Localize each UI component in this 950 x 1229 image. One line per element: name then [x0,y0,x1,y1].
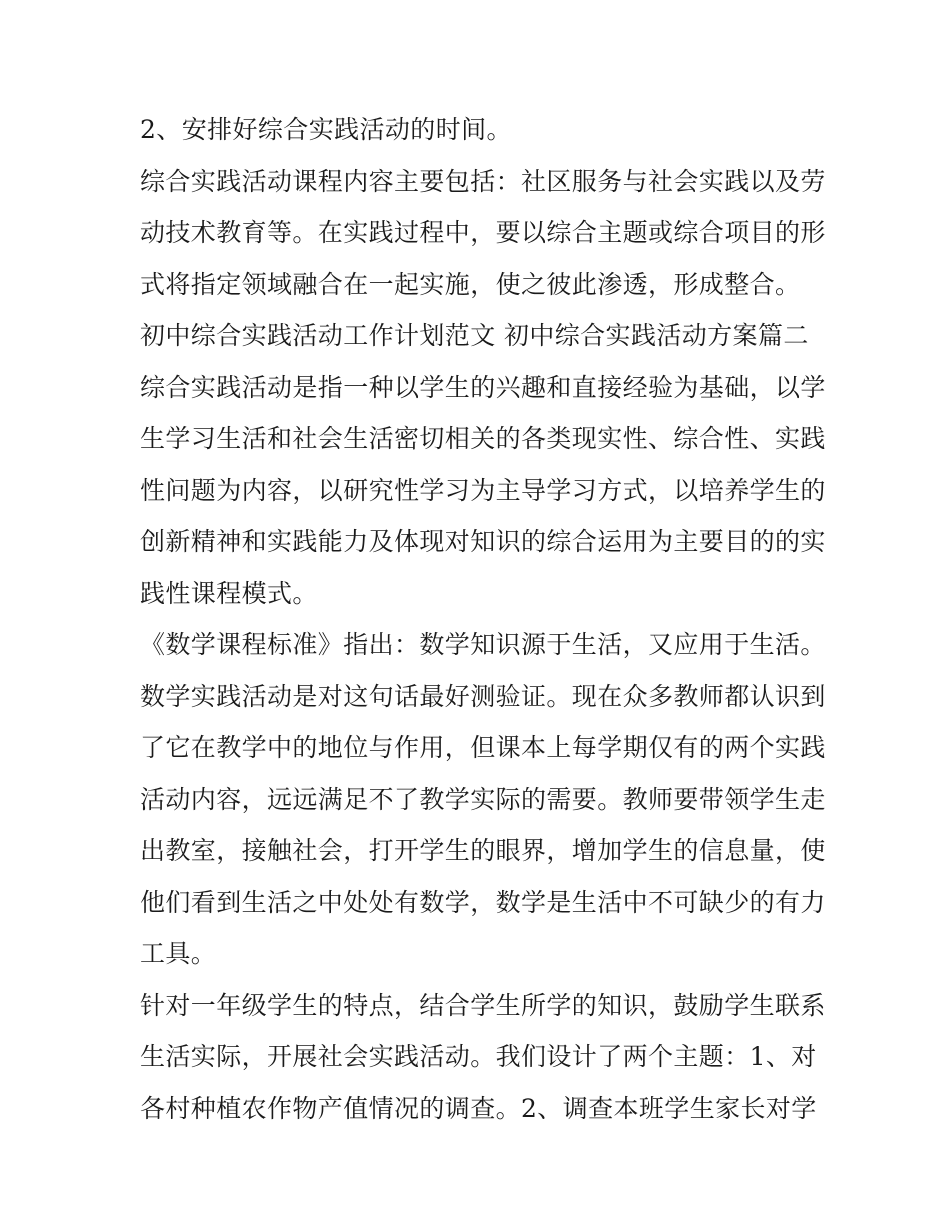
text-line: 综合实践活动是指一种以学生的兴趣和直接经验为基础，以学 [140,372,826,402]
text-line: 2、安排好综合实践活动的时间。 [140,115,512,144]
text-line: 了它在教学中的地位与作用，但课本上每学期仅有的两个实践 [140,733,826,762]
text-line: 针对一年级学生的特点，结合学生所学的知识，鼓励学生联系 [140,990,826,1020]
text-line: 出教室，接触社会，打开学生的眼界，增加学生的信息量，使 [140,836,826,865]
text-line: 《数学课程标准》指出：数学知识源于生活，又应用于生活。 [140,630,826,659]
text-line: 性问题为内容，以研究性学习为主导学习方式，以培养学生的 [140,475,826,505]
document-body [140,110,826,1140]
text-line: 数学实践活动是对这句话最好测验证。现在众多教师都认识到 [140,681,826,711]
text-line: 活动内容，远远满足不了教学实际的需要。教师要带领学生走 [140,784,826,814]
text-line: 践性课程模式。 [140,578,318,608]
text-line: 动技术教育等。在实践过程中，要以综合主题或综合项目的形 [140,218,826,247]
text-line: 初中综合实践活动工作计划范文 初中综合实践活动方案篇二 [140,321,809,350]
text-line: 他们看到生活之中处处有数学，数学是生活中不可缺少的有力 [140,887,826,917]
text-line: 生活实际，开展社会实践活动。我们设计了两个主题：1、对 [140,1042,817,1071]
text-line: 各村种植农作物产值情况的调查。2、调查本班学生家长对学 [140,1093,817,1123]
text-line: 生学习生活和社会生活密切相关的各类现实性、综合性、实践 [140,424,826,453]
text-line: 创新精神和实践能力及体现对知识的综合运用为主要目的的实 [140,527,826,556]
text-line: 工具。 [140,939,217,968]
text-line: 综合实践活动课程内容主要包括：社区服务与社会实践以及劳 [140,166,826,196]
text-line: 式将指定领域融合在一起实施，使之彼此渗透，形成整合。 [140,269,801,299]
